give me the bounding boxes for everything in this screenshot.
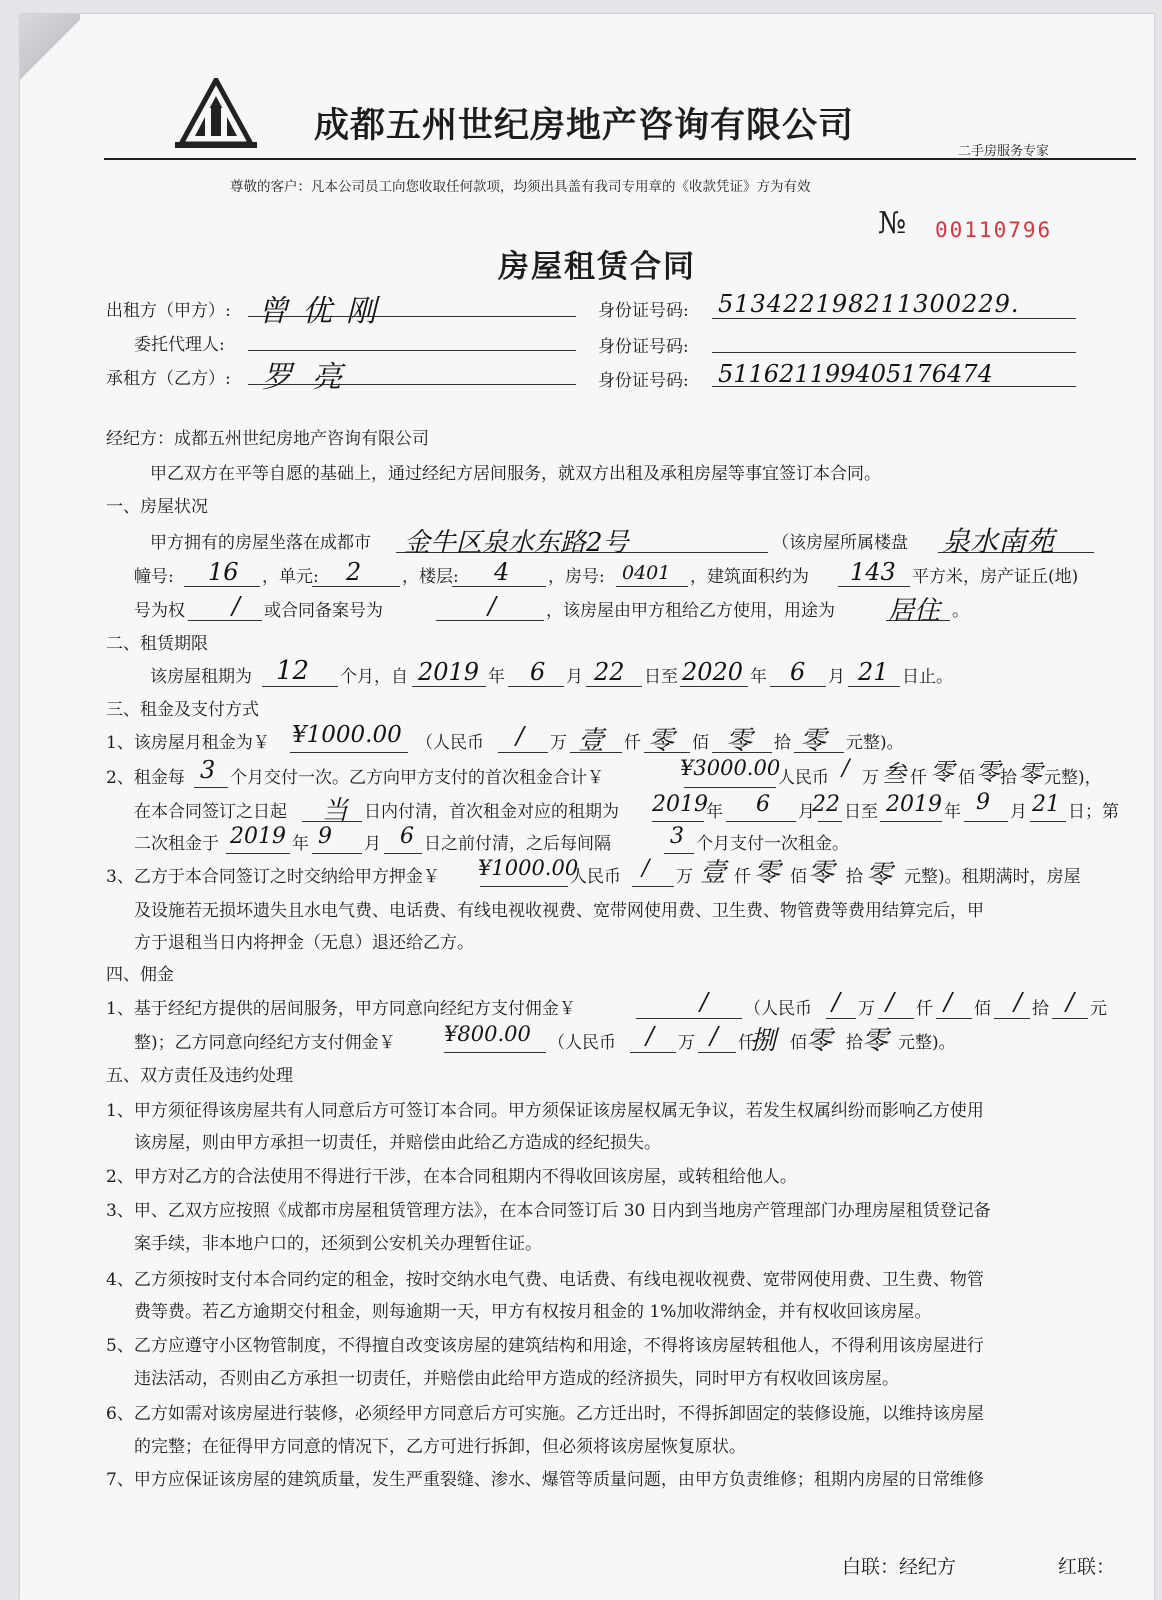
cert-label: 号为权 [134, 601, 185, 621]
second-pay-label: 二次租金于 [134, 834, 219, 854]
p1e-year-unit: 年 [944, 802, 961, 822]
first-wan-unit: 万 [862, 768, 879, 788]
first-shi: 零 [976, 758, 1000, 786]
area-label: ，建筑面积约为 [690, 567, 809, 587]
p2-day-underline [384, 853, 422, 854]
agent-id-underline [712, 352, 1076, 353]
lessor-id: 513422198211300229. [718, 290, 1020, 318]
term-to-label: 日至 [644, 667, 678, 687]
p1e-month-unit: 月 [1010, 802, 1027, 822]
payment-notice: 尊敬的客户：凡本公司员工向您收取任何款项，均须出具盖有我司专用章的《收款凭证》方为有效 [230, 179, 811, 195]
comm-b-value: ¥800.00 [444, 1022, 531, 1046]
interval-end-label: 个月支付一次租金。 [696, 834, 849, 854]
dep-shi-unit: 拾 [846, 867, 863, 887]
record-value: / [488, 592, 497, 620]
dep-bai: 零 [754, 858, 781, 888]
comm-a-bai-unit: 佰 [974, 999, 991, 1019]
p1e-year-underline [880, 821, 942, 822]
comm-b-yuan-unit: 元整)。 [898, 1033, 956, 1053]
p1-to-label: 日至 [844, 802, 878, 822]
estate-value: 泉水南苑 [942, 525, 1055, 558]
start-day: 22 [594, 658, 625, 686]
rent-qian-unit: 仟 [624, 733, 641, 753]
interval-underline [664, 853, 694, 854]
pay-every-underline [194, 787, 228, 788]
term-months: 12 [276, 656, 310, 686]
comm-b-wan-unit: 万 [678, 1033, 695, 1053]
p2-interval-label: 日之前付清，之后每间隔 [424, 834, 611, 854]
cert-underline [188, 620, 262, 621]
end-month-unit: 月 [828, 667, 845, 687]
end-day: 21 [858, 658, 889, 686]
dep-wan-unit: 万 [676, 867, 693, 887]
s1-line1-estate-label: （该房屋所属楼盘 [772, 533, 908, 553]
section-1-heading: 一、房屋状况 [106, 497, 208, 517]
comm-a-qian-underline [878, 1018, 914, 1019]
first-bai-unit: 佰 [958, 768, 975, 788]
first-period-label: 日内付清，首次租金对应的租期为 [364, 802, 619, 822]
rent-wan: / [516, 722, 525, 750]
end-year: 2020 [682, 658, 744, 686]
comm-b-qian-unit: 仟 [738, 1033, 755, 1053]
rent-value: ¥1000.00 [292, 722, 402, 748]
slogan: 二手房服务专家 [958, 144, 1050, 159]
p1-year-unit: 年 [706, 802, 723, 822]
deposit-underline [480, 886, 568, 887]
company-name: 成都五州世纪房地产咨询有限公司 [314, 106, 855, 146]
pay-every-value: 3 [200, 756, 216, 784]
deposit-rmb-label: 人民币 [570, 867, 621, 887]
building-underline [184, 586, 260, 587]
clause-5-line1: 5、乙方应遵守小区物管制度，不得擅自改变该房屋的建筑结构和用途，不得将该房屋转租他人，不得利用该房屋进行 [106, 1336, 984, 1356]
first-total-label: 个月交付一次。乙方向甲方支付的首次租金合计￥ [230, 768, 604, 788]
usage-end: 。 [952, 601, 969, 621]
building-value: 16 [208, 558, 239, 586]
rent-qian: 壹 [578, 726, 605, 756]
area-value: 143 [850, 558, 896, 586]
end-year-underline [680, 686, 748, 687]
tenant-name: 罗亮 [262, 360, 362, 395]
unit-value: 2 [346, 558, 362, 586]
tenant-id: 511621199405176474 [718, 360, 993, 388]
intro-line: 甲乙双方在平等自愿的基础上，通过经纪方居间服务，就双方出租及承租房屋等事宜签订本合同。 [150, 464, 881, 484]
end-month: 6 [790, 658, 806, 686]
comm-b-shi: 零 [806, 1026, 833, 1056]
first-wan: / [842, 756, 850, 781]
p2-day: 6 [400, 824, 414, 849]
lessor-label: 出租方（甲方）: [106, 301, 231, 321]
rent-underline [290, 752, 408, 753]
end-year-unit: 年 [750, 667, 767, 687]
rent-wan-unit: 万 [550, 733, 567, 753]
s1-line1-text: 甲方拥有的房屋坐落在成都市 [150, 533, 371, 553]
dep-yuan-unit: 元整)。租期满时，房屋 [904, 867, 1081, 887]
floor-value: 4 [494, 558, 510, 586]
clause-6-line1: 6、乙方如需对该房屋进行装修，必须经甲方同意后方可实施。乙方迁出时，不得拆卸固定的装修设施，以维持该房屋 [106, 1404, 984, 1424]
first-rmb-label: 人民币 [778, 768, 829, 788]
dep-qian-unit: 仟 [734, 867, 751, 887]
comm-a-rmb-label: （人民币 [744, 999, 812, 1019]
usage-label: ，该房屋由甲方租给乙方使用，用途为 [546, 601, 835, 621]
rent-rmb-label: （人民币 [416, 733, 484, 753]
clause-1-line2: 该房屋，则由甲方承担一切责任，并赔偿由此给乙方造成的经纪损失。 [134, 1133, 661, 1153]
first-yuan-unit: 元整)， [1044, 768, 1102, 788]
p2-month-unit: 月 [364, 834, 381, 854]
first-total-value: ¥3000.00 [680, 756, 781, 780]
dep-qian: 壹 [700, 858, 727, 888]
p1-year: 2019 [652, 792, 708, 817]
comm-a-shi-unit: 拾 [1032, 999, 1049, 1019]
p1e-month: 9 [976, 790, 990, 815]
term-end-label: 日止。 [902, 667, 953, 687]
p1-month-underline [726, 821, 796, 822]
p2-month-underline [312, 853, 362, 854]
section-4-heading: 四、佣金 [106, 965, 174, 985]
p1e-day: 21 [1032, 792, 1060, 817]
deposit-line3: 方于退租当日内将押金（无息）退还给乙方。 [134, 933, 474, 953]
first-shi-unit: 拾 [1000, 768, 1017, 788]
clause-3-line1: 3、甲、乙双方应按照《成都市房屋租赁管理方法》，在本合同签订后 30 日内到当地房产管理部门办理房屋租赁登记备 [106, 1201, 991, 1221]
comm-a-value: / [700, 988, 709, 1016]
start-day-underline [586, 686, 642, 687]
end-day-underline [848, 686, 900, 687]
dep-wan-underline [632, 886, 674, 887]
usage-value: 居住 [888, 596, 941, 626]
dep-shi: 零 [808, 858, 835, 888]
contract-title: 房屋租赁合同 [498, 249, 696, 285]
comm-b-underline [444, 1052, 546, 1053]
clause-6-line2: 的完整；在征得甲方同意的情况下，乙方可进行拆卸，但必须将该房屋恢复原状。 [134, 1437, 746, 1457]
room-label: ，房号: [548, 567, 605, 587]
comm-a-wan-underline [826, 1018, 856, 1019]
dep-wan: / [642, 856, 650, 881]
rent-yuan-unit: 元整)。 [846, 733, 904, 753]
address-value: 金牛区泉水东路2号 [404, 528, 629, 558]
rent-yuan: 零 [800, 726, 827, 756]
agent-label: 委托代理人: [134, 335, 225, 355]
p1-year-underline [652, 821, 704, 822]
start-year: 2019 [418, 658, 480, 686]
unit-underline [312, 586, 400, 587]
comm-a-bai-underline [936, 1018, 972, 1019]
comm-b-bai: 捌 [750, 1026, 777, 1056]
start-year-underline [412, 686, 486, 687]
comm-b-yuan: 零 [862, 1026, 889, 1056]
agent-underline [248, 350, 576, 351]
first-yuan: 零 [1018, 760, 1042, 788]
term-underline [262, 686, 338, 687]
serial-symbol: № [878, 206, 907, 241]
broker-line: 经纪方：成都五州世纪房地产咨询有限公司 [106, 429, 429, 449]
record-underline [436, 620, 544, 621]
section-2-heading: 二、租赁期限 [106, 634, 208, 654]
term-label: 该房屋租期为 [150, 667, 252, 687]
comm-b-qian-underline [698, 1052, 736, 1053]
deposit-label: 3、乙方于本合同签订之时交纳给甲方押金￥ [106, 867, 440, 887]
clause-7-line1: 7、甲方应保证该房屋的建筑质量，发生严重裂缝、渗水、爆管等质量问题，由甲方负责维修；租期内房屋的日常维修 [106, 1470, 984, 1490]
comm-a-label: 1、基于经纪方提供的居间服务，甲方同意向经纪方支付佣金￥ [106, 999, 576, 1019]
pay-within-value: 当 [322, 796, 349, 826]
floor-underline [452, 586, 546, 587]
record-label: 或合同备案号为 [264, 601, 383, 621]
comm-a-underline [636, 1018, 742, 1019]
clause-5-line2: 违法活动，否则由乙方承担一切责任，并赔偿由此给甲方造成的经济损失，同时甲方有权收回该房屋。 [134, 1369, 899, 1389]
clause-4-line2: 费等费。若乙方逾期交付租金，则每逾期一天，甲方有权按月租金的 1%加收滞纳金，并有权收回该房屋。 [134, 1302, 932, 1322]
deposit-value: ¥1000.00 [478, 856, 579, 880]
first-bai: 零 [930, 758, 954, 786]
room-value: 0401 [622, 562, 671, 584]
section-3-heading: 三、租金及支付方式 [106, 700, 259, 720]
lessor-name: 曾优刚 [258, 294, 390, 329]
area-unit-label: 平方米，房产证丘(地) [912, 567, 1079, 587]
comm-a-bai: / [944, 988, 953, 1016]
comm-b-qian: / [710, 1022, 719, 1050]
p1e-year: 2019 [886, 792, 942, 817]
tenant-id-label: 身份证号码: [598, 371, 689, 391]
comm-a-wan: / [832, 988, 841, 1016]
comm-b-bai-unit: 佰 [790, 1033, 807, 1053]
p1-month-unit: 月 [798, 802, 815, 822]
unit-label: ，单元: [262, 567, 319, 587]
pay-within-label: 在本合同签订之日起 [134, 802, 287, 822]
floor-label: ，楼层: [402, 567, 459, 587]
comm-a-yuan-slash: / [1066, 988, 1075, 1016]
red-copy-label: 红联： [1058, 1556, 1116, 1578]
comm-a-yuan-unit: 元 [1090, 999, 1107, 1019]
start-month-underline [508, 686, 564, 687]
clause-4-line1: 4、乙方须按时支付本合同约定的租金，按时交纳水电气费、电话费、有线电视收视费、宽带网使用费、卫生费、物管 [106, 1270, 984, 1290]
dep-bai-unit: 佰 [790, 867, 807, 887]
comm-a-yuan-underline [1052, 1018, 1088, 1019]
p2-month: 9 [318, 824, 332, 849]
comm-a-qian-unit: 仟 [916, 999, 933, 1019]
rent-wan-underline [498, 752, 548, 753]
comm-b-shi-unit: 拾 [846, 1033, 863, 1053]
comm-a-qian: / [886, 988, 895, 1016]
clause-1-line1: 1、甲方须征得该房屋共有人同意后方可签订本合同。甲方须保证该房屋权属无争议，若发生权属纠纷而影响乙方使用 [106, 1101, 984, 1121]
lessor-id-underline [712, 318, 1076, 319]
comm-b-rmb-label: （人民币 [548, 1033, 616, 1053]
start-year-unit: 年 [488, 667, 505, 687]
comm-b-label: 整)；乙方同意向经纪方支付佣金￥ [134, 1033, 396, 1053]
lessor-id-label: 身份证号码: [598, 301, 689, 321]
comm-a-wan-unit: 万 [858, 999, 875, 1019]
pay-every-label: 2、租金每 [106, 768, 185, 788]
rent-bai-unit: 佰 [692, 733, 709, 753]
p2-year-unit: 年 [292, 834, 309, 854]
first-qian-unit: 仟 [910, 768, 927, 788]
comm-a-shi-underline [994, 1018, 1030, 1019]
rent-shi: 零 [726, 726, 753, 756]
area-underline [838, 586, 910, 587]
p1-month: 6 [756, 792, 770, 817]
comm-b-wan: / [646, 1022, 655, 1050]
page-corner-fold [20, 14, 80, 84]
serial-number: 00110796 [935, 218, 1053, 242]
rent-bai: 零 [648, 726, 675, 756]
rent-label: 1、该房屋月租金为￥ [106, 733, 270, 753]
p1e-month-underline [964, 821, 1008, 822]
cert-value: / [232, 592, 241, 620]
room-underline [616, 586, 688, 587]
tenant-label: 承租方（乙方）: [106, 369, 231, 389]
deposit-line2: 及设施若无损坏遗失且水电气费、电话费、有线电视收视费、宽带网使用费、卫生费、物管费等费用结算完后，甲 [134, 901, 984, 921]
p2-year-underline [226, 853, 290, 854]
p1-day-underline [818, 821, 842, 822]
start-month: 6 [530, 658, 546, 686]
comm-a-shi: / [1014, 988, 1023, 1016]
clause-3-line2: 案手续，非本地户口的，还须到公安机关办理暂住证。 [134, 1234, 542, 1254]
dep-yuan: 零 [866, 860, 893, 890]
rent-shi-unit: 拾 [774, 733, 791, 753]
white-copy-label: 白联：经纪方 [842, 1556, 957, 1578]
start-month-unit: 月 [566, 667, 583, 687]
building-label: 幢号: [134, 567, 174, 587]
p1e-end-label: 日；第 [1068, 802, 1119, 822]
p2-year: 2019 [230, 824, 286, 849]
section-5-heading: 五、双方责任及违约处理 [106, 1066, 293, 1086]
comm-b-wan-underline [630, 1052, 676, 1053]
header-rule [104, 158, 1136, 160]
p1-day: 22 [812, 792, 840, 817]
first-total-underline [684, 787, 776, 788]
clause-2: 2、甲方对乙方的合法使用不得进行干涉，在本合同租期内不得收回该房屋，或转租给他人。 [106, 1167, 797, 1187]
agent-id-label: 身份证号码: [598, 337, 689, 357]
first-qian: 叁 [882, 760, 906, 788]
end-month-underline [770, 686, 826, 687]
term-from-label: 个月，自 [340, 667, 408, 687]
p1e-day-underline [1030, 821, 1066, 822]
company-logo-icon [175, 78, 257, 150]
interval-value: 3 [670, 824, 684, 849]
